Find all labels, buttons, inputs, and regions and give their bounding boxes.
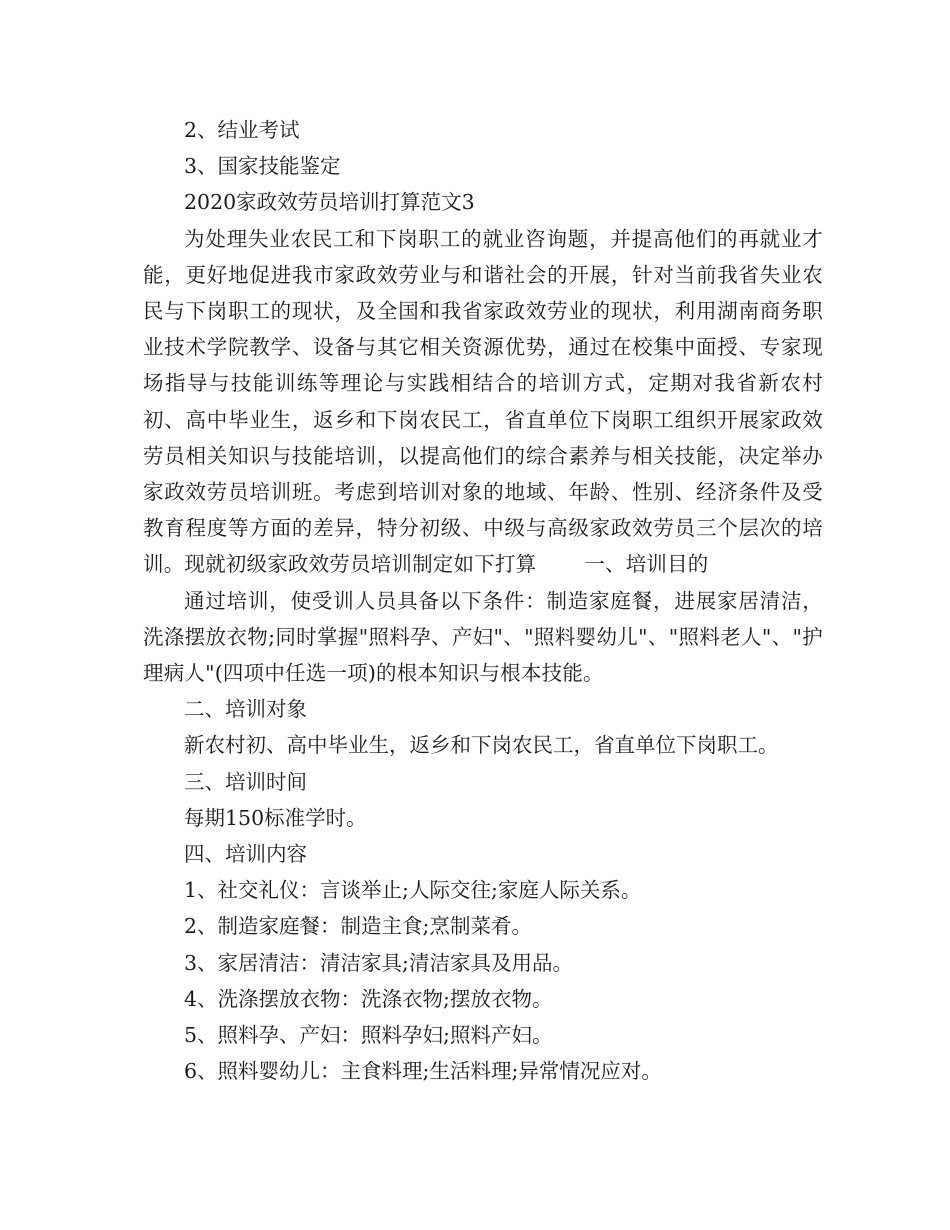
intro-text: 为处理失业农民工和下岗职工的就业咨询题，并提高他们的再就业才能，更好地促进我市家政效劳业与和谐社会的开展，针对当前我省失业农民与下岗职工的现状，及全国和我省家政效劳业的现状，利用湖南商务职业技术学院教学、设备与其它相关资源优势，通过在校集中面授、专家现场指导与技能训练等理论与实践相结合的培训方式，定期对我省新农村初、高中毕业生，返乡和下岗农民工，省直单位下岗职工组织开展家政效劳员相关知识与技能培训，以提高他们的综合素养与相关技能，决定举办家政效劳员培训班。考虑到培训对象的地域、年龄、性别、经济条件及受教育程度等方面的差异，特分初级、中级与高级家政效劳员三个层次的培训。现就初级家政效劳员培训制定如下打算 (143, 226, 823, 577)
section-heading-audience: 二、培训对象 (184, 697, 307, 722)
section-text-duration: 每期150标准学时。 (184, 805, 367, 830)
document-body (143, 112, 823, 1089)
list-item-appraisal: 3、国家技能鉴定 (184, 154, 341, 179)
content-item: 5、照料孕、产妇：照料孕妇;照料产妇。 (184, 1023, 553, 1048)
document-heading: 2020家政效劳员培训打算范文3 (184, 190, 475, 215)
content-item: 1、社交礼仪：言谈举止;人际交往;家庭人际关系。 (184, 878, 642, 903)
content-item: 6、照料婴幼儿：主食料理;生活料理;异常情况应对。 (184, 1059, 662, 1084)
intro-paragraph (143, 221, 823, 583)
section-heading-content: 四、培训内容 (184, 842, 307, 867)
section-heading-goal: 一、培训目的 (584, 552, 709, 577)
list-item-exam: 2、结业考试 (184, 118, 300, 142)
content-item: 3、家居清洁：清洁家具;清洁家具及用品。 (184, 950, 573, 975)
section-heading-duration: 三、培训时间 (184, 769, 307, 794)
content-item: 4、洗涤摆放衣物：洗涤衣物;摆放衣物。 (184, 986, 553, 1011)
section-text-audience: 新农村初、高中毕业生，返乡和下岗农民工，省直单位下岗职工。 (184, 733, 779, 758)
goal-paragraph: 通过培训，使受训人员具备以下条件：制造家庭餐，进展家居清洁，洗涤摆放衣物;同时掌握"照料孕、产妇"、"照料婴幼儿"、"照料老人"、"护理病人"(四项中任选一项)的根本知识与根本技能。 (143, 588, 823, 686)
content-item: 2、制造家庭餐：制造主食;烹制菜肴。 (184, 914, 532, 939)
